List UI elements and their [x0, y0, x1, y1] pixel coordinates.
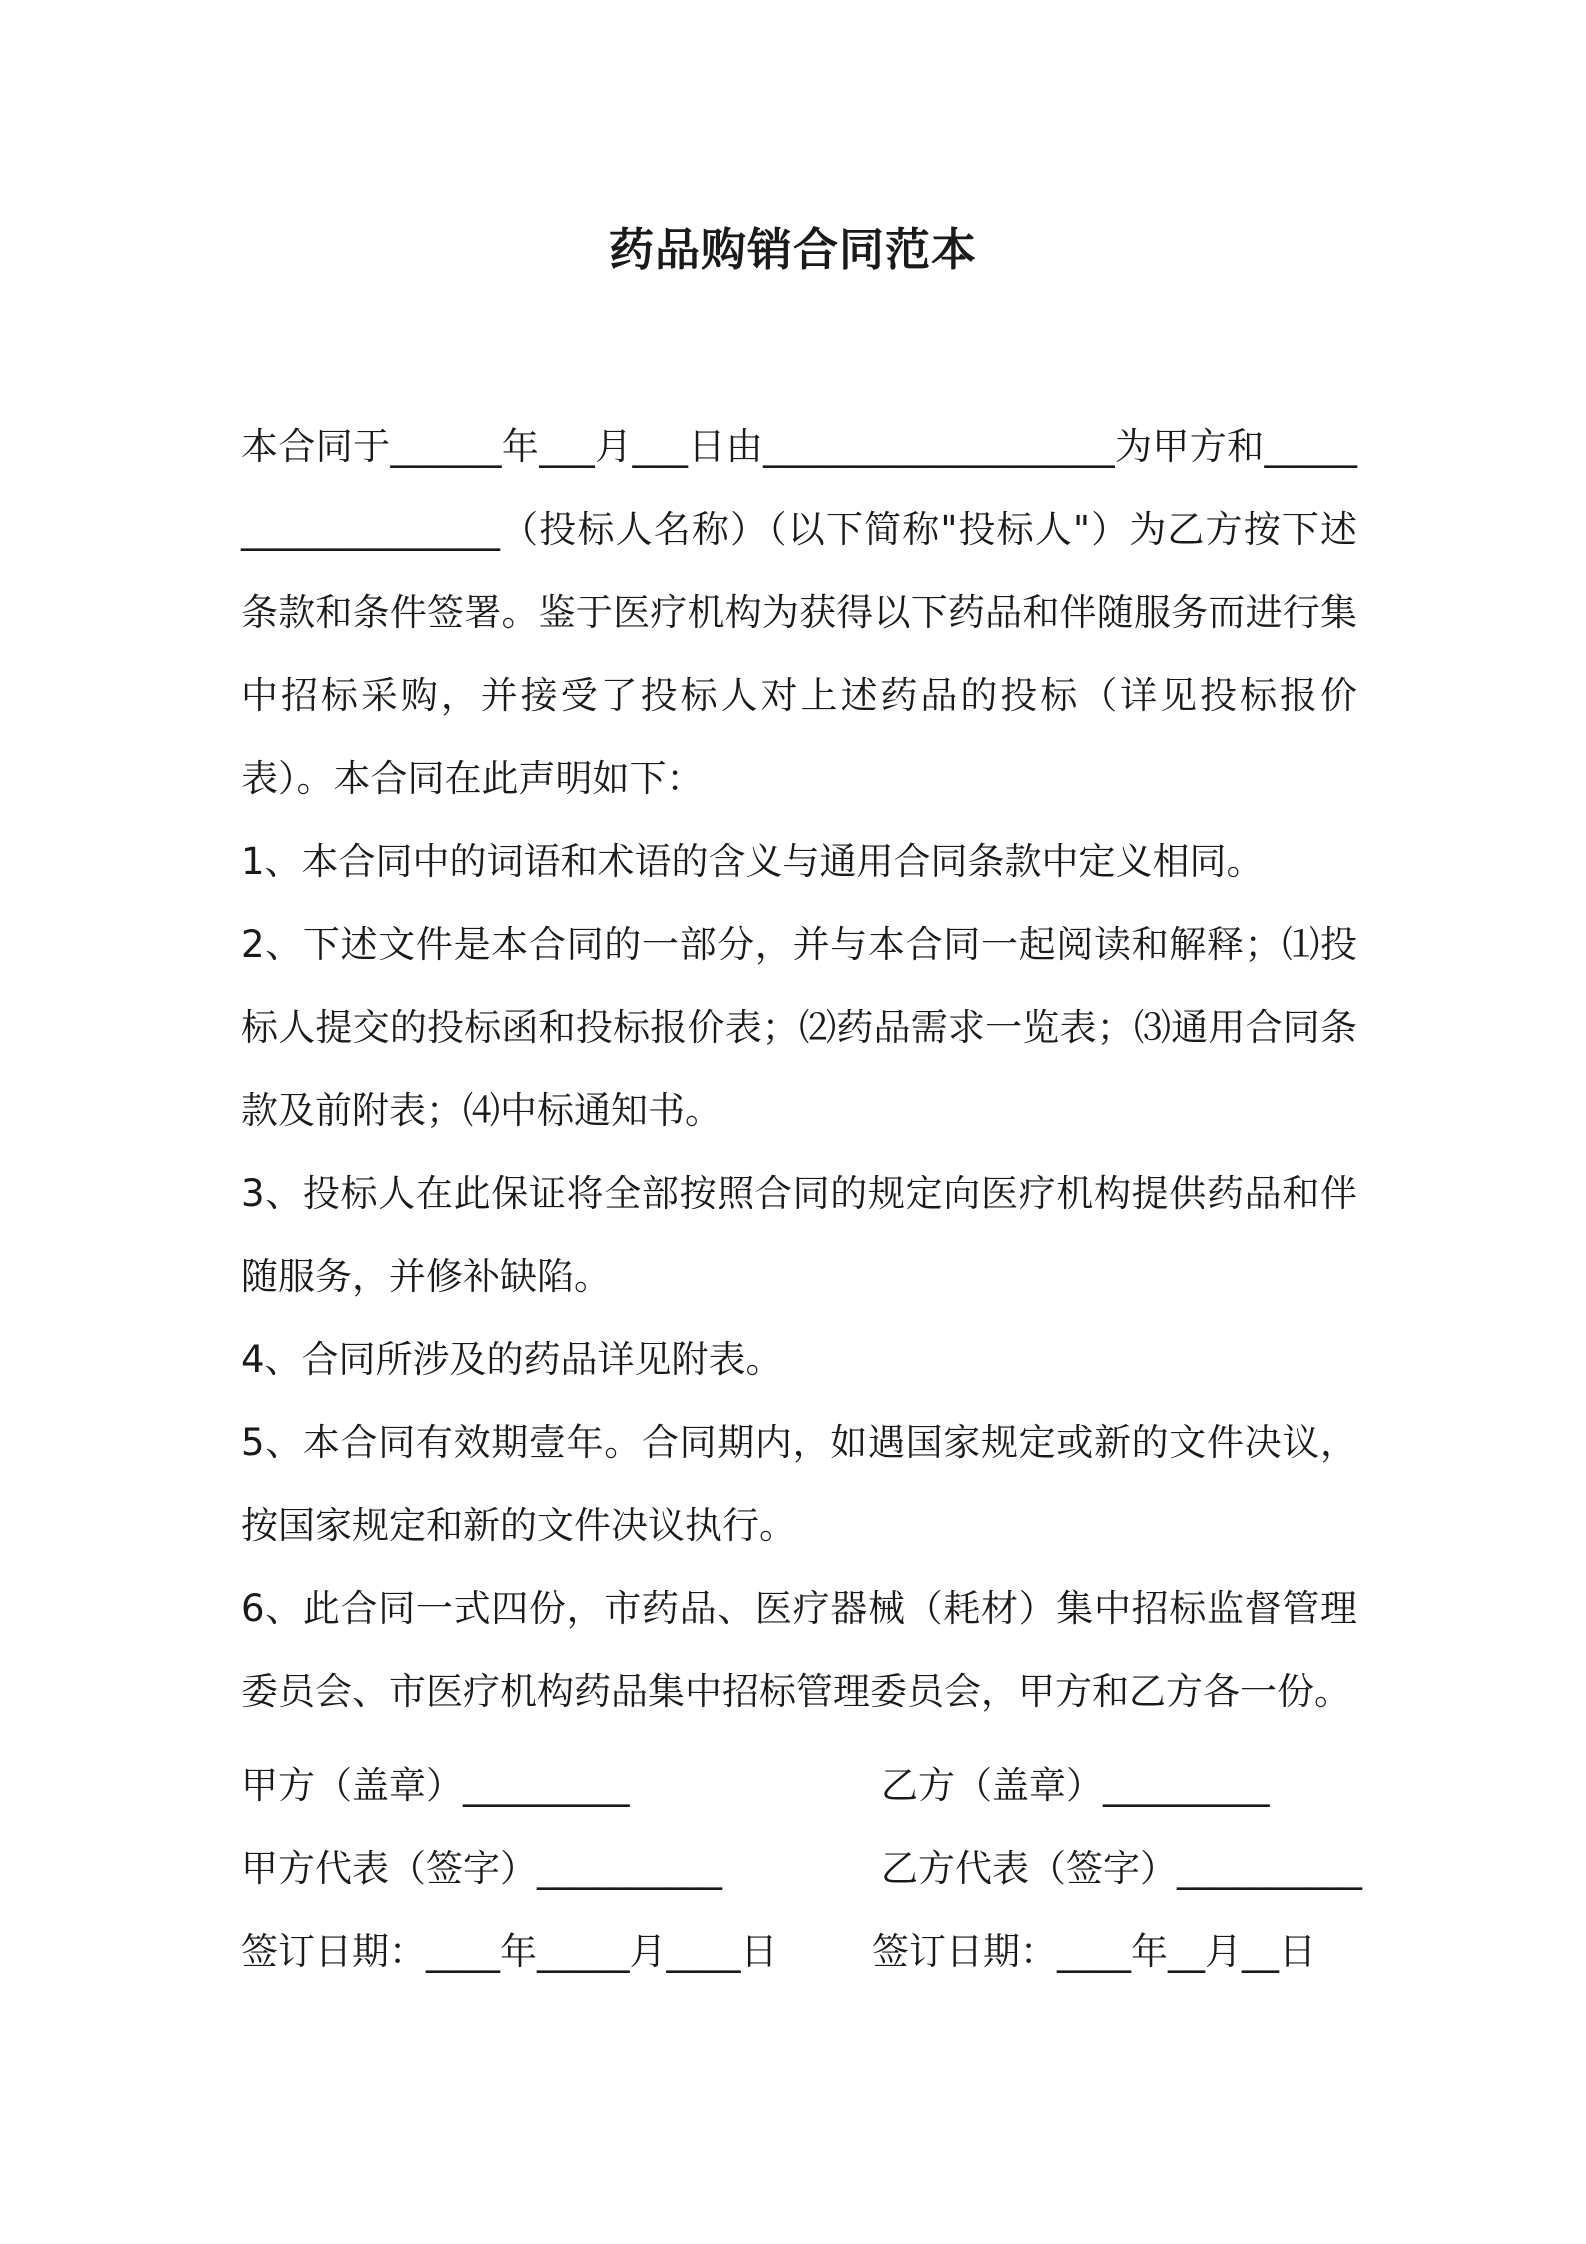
clause-1: 1、本合同中的词语和术语的含义与通用合同条款中定义相同。	[241, 840, 1264, 883]
party-b-representative: 乙方代表（签字）__________	[881, 1847, 1362, 1890]
party-a-sign-date: 签订日期：____年_____月____日	[241, 1930, 778, 1973]
signature-rep-row	[241, 1838, 1362, 1898]
party-a-representative: 甲方代表（签字）__________	[241, 1847, 722, 1890]
clause-3: 3、投标人在此保证将全部按照合同的规定向医疗机构提供药品和伴随服务，并修补缺陷。	[241, 1172, 1357, 1298]
party-a-seal: 甲方（盖章）_________	[241, 1764, 630, 1807]
clause-2: 2、下述文件是本合同的一部分，并与本合同一起阅读和解释；⑴投标人提交的投标函和投标报价表；⑵药品需求一览表；⑶通用合同条款及前附表；⑷中标通知书。	[241, 923, 1357, 1132]
intro-paragraph: 本合同于______年___月___日由___________________为甲方和___________________（投标人名称）（以下简称"投标人"）为乙方按下述条款和条件签署。鉴于医疗机构为获得以下药品和伴随服务而进行集中招标采购，并接受了投标人对上述药品的投标（详见投标报价表）。本合同在此声明如下：	[241, 425, 1357, 800]
clause-4: 4、合同所涉及的药品详见附表。	[241, 1338, 783, 1381]
clause-5: 5、本合同有效期壹年。合同期内，如遇国家规定或新的文件决议，按国家规定和新的文件决议执行。	[241, 1421, 1357, 1547]
party-b-sign-date: 签订日期：____年__月__日	[872, 1930, 1316, 1973]
signature-date-row	[241, 1921, 1357, 1981]
document-title: 药品购销合同范本	[608, 223, 977, 276]
party-b-seal: 乙方（盖章）_________	[881, 1764, 1270, 1807]
clause-6: 6、此合同一式四份，市药品、医疗器械（耗材）集中招标监督管理委员会、市医疗机构药品集中招标管理委员会，甲方和乙方各一份。	[241, 1587, 1357, 1713]
document-body	[241, 405, 1357, 1733]
signature-seal-row	[241, 1755, 1357, 1815]
